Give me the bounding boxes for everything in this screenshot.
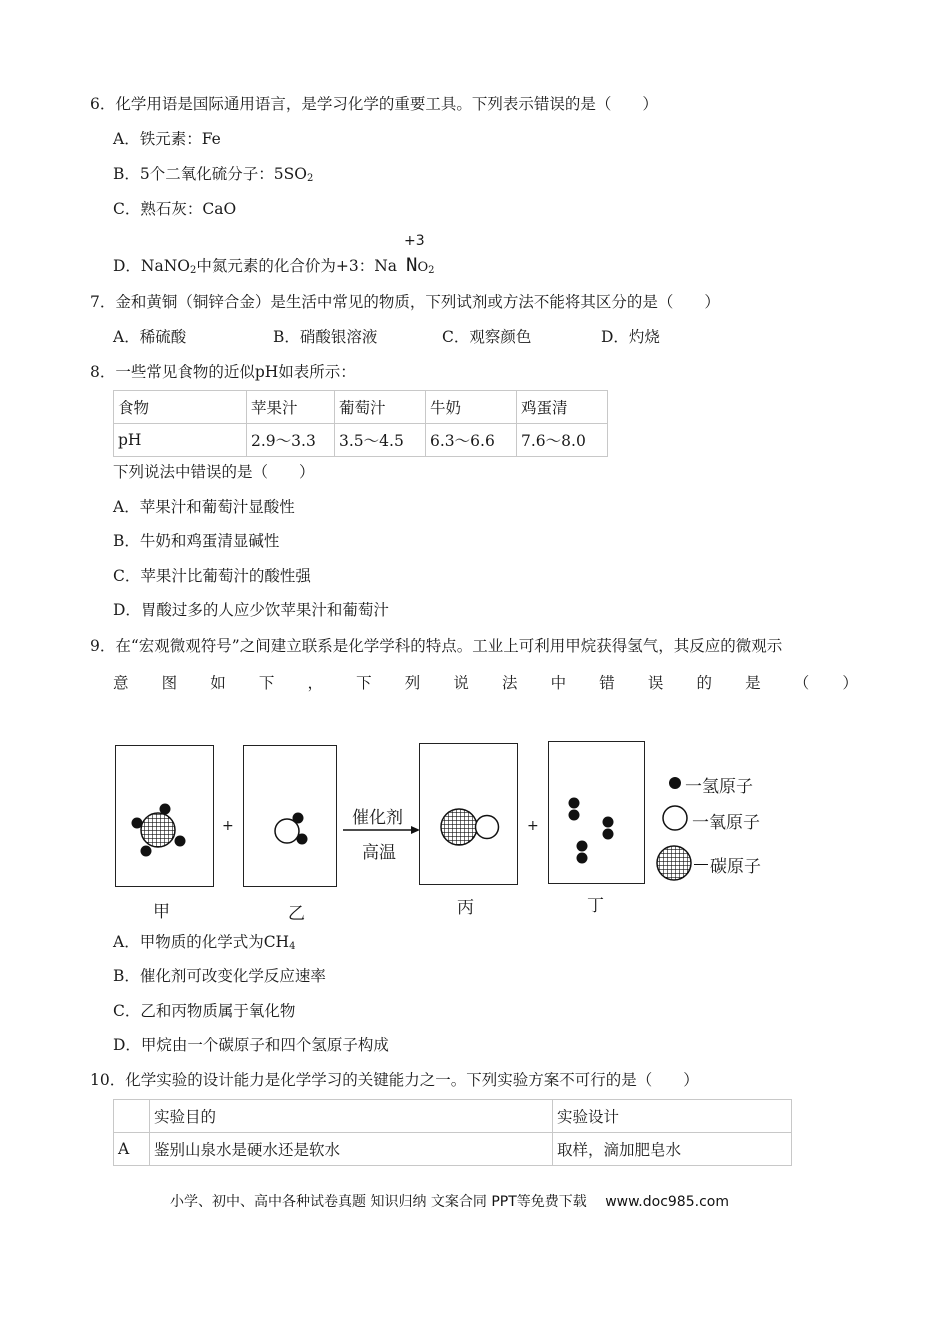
stem-char: 意: [113, 674, 129, 692]
table-cell: [114, 1100, 150, 1133]
stem-char: 图: [161, 674, 178, 692]
stem-char: 错: [599, 674, 615, 692]
legend-oxygen: 一氧原子: [692, 813, 760, 833]
table-row: [114, 1133, 792, 1166]
stem-char: 如: [210, 674, 226, 692]
stem-char: 误: [647, 674, 664, 692]
stem-char: 的: [696, 674, 713, 692]
stem-char: ）: [842, 674, 858, 692]
hydrogen-atom: [132, 818, 143, 829]
hydrogen-atom: [141, 846, 152, 857]
table-cell: pH: [114, 424, 247, 457]
q7-option-c: C．观察颜色: [442, 328, 532, 346]
q9-option-c: C．乙和丙物质属于氧化物: [113, 1002, 296, 1020]
hydrogen-atom: [160, 804, 171, 815]
q9-option-a: A．甲物质的化学式为$CH_4$: [113, 933, 296, 952]
hydrogen-molecules: [549, 742, 644, 883]
hydrogen-atom: [297, 834, 308, 845]
legend-carbon-icon: [657, 846, 691, 880]
table-cell: 2.9～3.3: [247, 424, 335, 457]
table-cell: 7.6～8.0: [517, 424, 608, 457]
legend-carbon: 碳原子: [694, 852, 761, 877]
legend-oxygen-icon: [663, 806, 687, 830]
table-cell: 牛奶: [426, 391, 517, 424]
table-cell: 葡萄汁: [335, 391, 426, 424]
q7-option-a: A．稀硫酸: [113, 328, 187, 346]
table-row: [114, 424, 608, 457]
table-row: [114, 391, 608, 424]
reaction-arrow-icon: [343, 825, 421, 835]
valence-superscript: +3: [403, 233, 425, 249]
q6-option-d: D．NaNO$_2$中氮元素的化合价为+3：Na +3 $NO_2$: [113, 233, 435, 276]
q7-option-b: B．硝酸银溶液: [273, 328, 378, 346]
oxygen-atom: [476, 816, 499, 839]
stem-char: 下: [258, 674, 275, 692]
q6-option-b: B．5个二氧化硫分子：$5SO_2$: [113, 165, 314, 184]
arrow-condition-catalyst: 催化剂: [352, 808, 403, 828]
legend-hydrogen-icon: [669, 777, 681, 789]
legend-hydrogen: 一氢原子: [685, 777, 753, 797]
water-molecule: [244, 746, 336, 886]
box-ding: [548, 741, 645, 884]
table-cell: 实验设计: [553, 1100, 792, 1133]
q9-stem-line2: [113, 673, 858, 693]
label-jia: 甲: [153, 902, 170, 922]
table-cell: 取样，滴加肥皂水: [553, 1133, 792, 1166]
label-bing: 丙: [457, 898, 474, 918]
table-cell: 3.5～4.5: [335, 424, 426, 457]
arrow-condition-heat: 高温: [362, 843, 396, 863]
hydrogen-atom: [293, 813, 304, 824]
label-ding: 丁: [587, 896, 604, 916]
carbon-monoxide-molecule: [420, 744, 517, 884]
q8-option-b: B．牛奶和鸡蛋清显碱性: [113, 532, 280, 550]
box-jia: [115, 745, 214, 887]
q9-option-b: B．催化剂可改变化学反应速率: [113, 967, 326, 985]
plus-sign: +: [527, 818, 539, 834]
q6-stem: 6．化学用语是国际通用语言，是学习化学的重要工具。下列表示错误的是（ ）: [90, 95, 658, 113]
table-cell: 食物: [114, 391, 247, 424]
q10-stem: 10．化学实验的设计能力是化学学习的关键能力之一。下列实验方案不可行的是（ ）: [90, 1071, 699, 1089]
table-cell: 实验目的: [150, 1100, 553, 1133]
ph-table: [113, 390, 608, 457]
label-yi: 乙: [288, 904, 305, 924]
hydrogen-atom: [175, 836, 186, 847]
experiment-table: [113, 1099, 792, 1166]
stem-char: 中: [550, 674, 567, 692]
stem-char: 说: [453, 674, 469, 692]
q8-option-c: C．苹果汁比葡萄汁的酸性强: [113, 567, 311, 585]
q8-sub-stem: 下列说法中错误的是（ ）: [113, 463, 315, 481]
table-cell: A: [114, 1133, 150, 1166]
stem-char: 列: [404, 674, 421, 692]
q9-option-d: D．甲烷由一个碳原子和四个氢原子构成: [113, 1036, 389, 1054]
table-row: [114, 1100, 792, 1133]
stem-char: 下: [356, 674, 372, 692]
q8-option-d: D．胃酸过多的人应少饮苹果汁和葡萄汁: [113, 601, 389, 619]
methane-molecule: [116, 746, 213, 886]
q7-stem: 7．金和黄铜（铜锌合金）是生活中常见的物质，下列试剂或方法不能将其区分的是（ ）: [90, 293, 720, 311]
table-cell: 6.3～6.6: [426, 424, 517, 457]
q6-option-a: A．铁元素：Fe: [113, 130, 221, 148]
box-yi: [243, 745, 337, 887]
stem-char: 法: [502, 674, 518, 692]
carbon-atom: [141, 813, 175, 847]
table-cell: 苹果汁: [247, 391, 335, 424]
stem-char: 是: [745, 674, 761, 692]
q9-stem: 9．在“宏观微观符号”之间建立联系是化学学科的特点。工业上可利用甲烷获得氢气，其反应的微观示: [90, 637, 783, 655]
plus-sign: +: [222, 818, 234, 834]
page-footer: 小学、初中、高中各种试卷真题 知识归纳 文案合同 PPT等免费下载 www.doc985.com: [170, 1194, 729, 1210]
carbon-atom: [441, 809, 477, 845]
q8-stem: 8．一些常见食物的近似pH如表所示：: [90, 363, 356, 381]
q8-option-a: A．苹果汁和葡萄汁显酸性: [113, 498, 295, 516]
stem-char: （: [793, 674, 810, 692]
stem-char: ，: [307, 674, 324, 692]
q7-option-d: D．灼烧: [601, 328, 660, 346]
q6-option-c: C．熟石灰：CaO: [113, 200, 237, 218]
table-cell: 鸡蛋清: [517, 391, 608, 424]
box-bing: [419, 743, 518, 885]
table-cell: 鉴别山泉水是硬水还是软水: [150, 1133, 553, 1166]
